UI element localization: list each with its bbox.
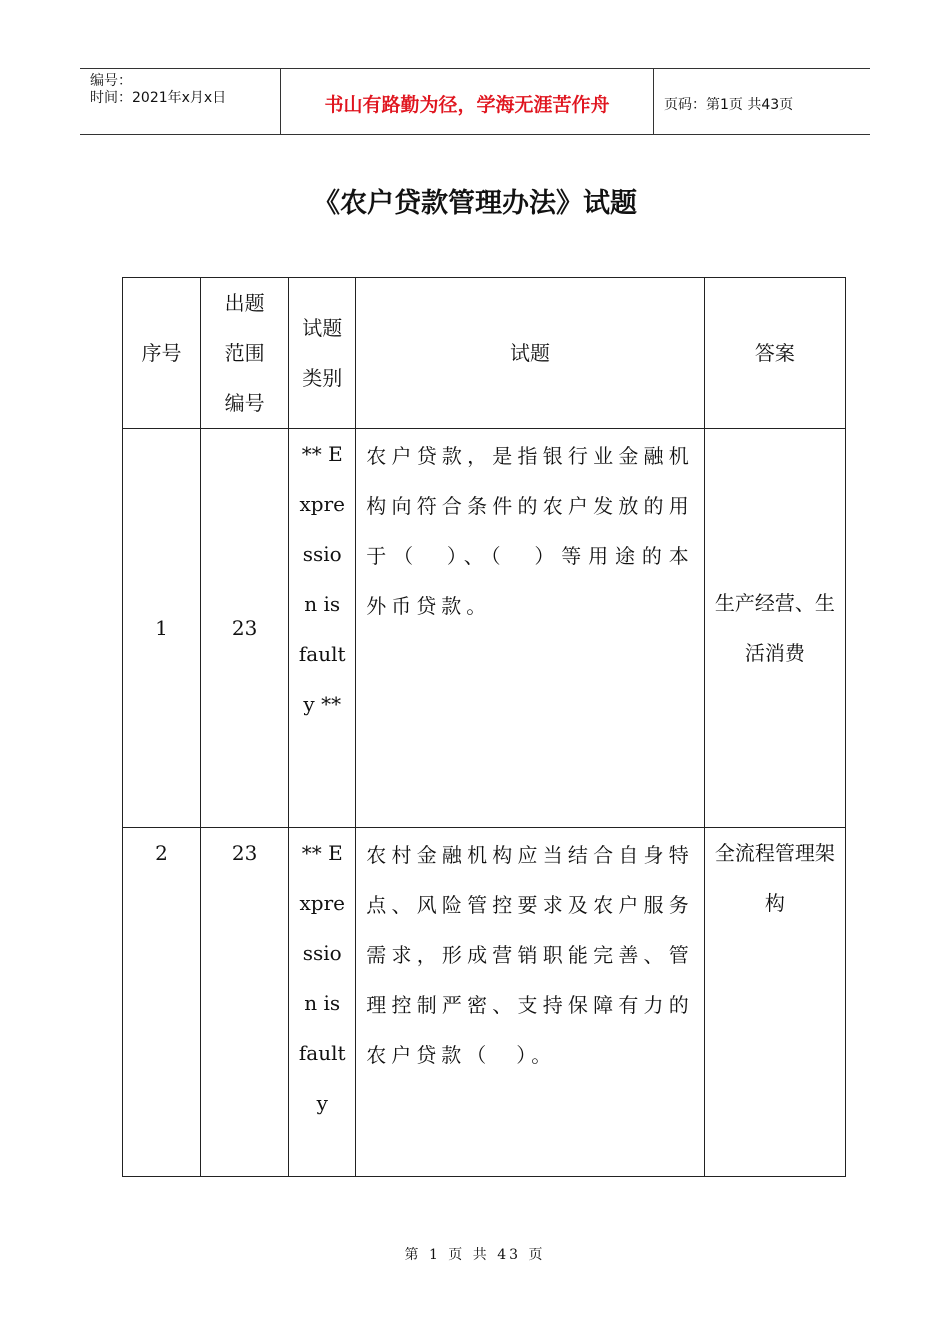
row-type bbox=[289, 429, 356, 828]
table-header-row bbox=[123, 278, 846, 429]
table-row bbox=[123, 429, 846, 828]
row-question-text: 农户贷款，是指银行业金融机构向符合条件的农户发放的用于（ ）、（ ）等用途的本外币贷款。 bbox=[366, 444, 694, 618]
header-motto-cell bbox=[281, 69, 654, 134]
header-type bbox=[289, 278, 356, 429]
header-motto: 书山有路勤为径，学海无涯苦作舟 bbox=[324, 94, 610, 116]
page-header bbox=[80, 68, 870, 135]
row-answer bbox=[704, 429, 845, 828]
row-question bbox=[356, 429, 704, 828]
row-answer-text: 全流程管理架构 bbox=[714, 841, 835, 915]
header-range-line: 范围 bbox=[224, 341, 265, 365]
header-type-line: 类别 bbox=[302, 366, 343, 390]
page-footer: 第 1 页 共 43 页 bbox=[404, 1247, 546, 1263]
header-meta-cell bbox=[80, 69, 281, 134]
table-row bbox=[123, 828, 846, 1177]
document-time-label: 时间：2021年x月x日 bbox=[90, 90, 227, 106]
row-question bbox=[356, 828, 704, 1177]
row-range: 23 bbox=[201, 828, 289, 1177]
header-type-line: 试题 bbox=[302, 316, 343, 340]
header-answer: 答案 bbox=[704, 278, 845, 429]
row-type-text: ** Expression is faulty ** bbox=[298, 442, 346, 716]
header-seq: 序号 bbox=[123, 278, 201, 429]
row-seq: 1 bbox=[123, 429, 201, 828]
question-table bbox=[122, 277, 846, 1177]
header-range-line: 出题 bbox=[224, 291, 265, 315]
row-answer-text: 生产经营、生活消费 bbox=[714, 591, 835, 665]
header-question: 试题 bbox=[356, 278, 704, 429]
header-range bbox=[201, 278, 289, 429]
row-type-text: ** Expression is faulty bbox=[298, 841, 346, 1115]
header-range-line: 编号 bbox=[224, 391, 265, 415]
document-title: 《农户贷款管理办法》试题 bbox=[313, 188, 637, 219]
row-range: 23 bbox=[201, 429, 289, 828]
row-type bbox=[289, 828, 356, 1177]
row-seq: 2 bbox=[123, 828, 201, 1177]
header-page-info: 页码：第1页 共43页 bbox=[664, 97, 794, 113]
row-answer bbox=[704, 828, 845, 1177]
document-number-label: 编号： bbox=[90, 73, 132, 89]
row-question-text: 农村金融机构应当结合自身特点、风险管控要求及农户服务需求，形成营销职能完善、管理控制严密、支持保障有力的农户贷款（ ）。 bbox=[366, 843, 694, 1067]
header-page-cell bbox=[654, 69, 870, 134]
